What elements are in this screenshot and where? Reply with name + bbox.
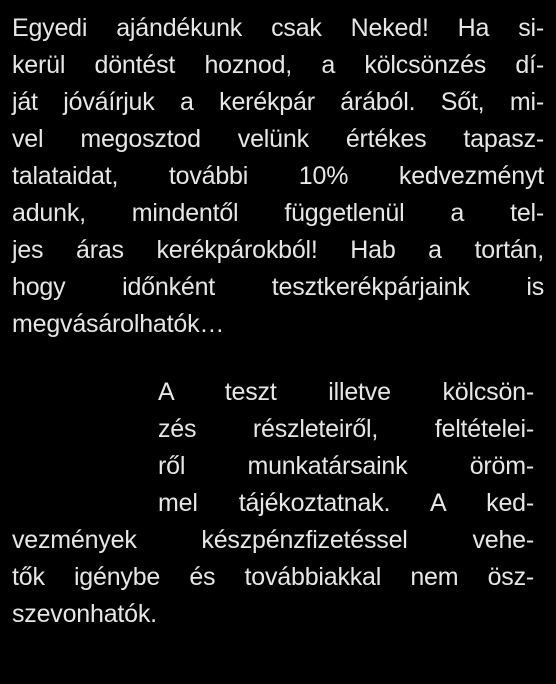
text-line: talataidat, további 10% kedvezményt: [12, 162, 544, 190]
text-line: adunk, mindentől függetlenül a tel-: [12, 199, 544, 227]
text-line: jes áras kerékpárokból! Hab a tortán,: [12, 236, 544, 264]
text-line: szevonhatók.: [12, 600, 157, 628]
text-line: megvásárolhatók…: [12, 310, 225, 338]
text-line: zés részleteiről, feltételei-: [158, 415, 534, 443]
text-line: kerül döntést hoznod, a kölcsönzés dí-: [12, 51, 544, 79]
text-line: vel megosztod velünk értékes tapasz-: [12, 125, 544, 153]
intro-paragraph: [12, 10, 544, 343]
text-line: hogy időnként tesztkerékpárjaink is: [12, 273, 544, 301]
conditions-paragraph-continued: [12, 522, 534, 633]
text-line: A teszt illetve kölcsön-: [158, 378, 534, 406]
conditions-paragraph: [158, 374, 534, 522]
text-line: vezmények készpénzfizetéssel vehe-: [12, 526, 534, 554]
text-line: Egyedi ajándékunk csak Neked! Ha si-: [12, 14, 544, 42]
text-line: mel tájékoztatnak. A ked-: [158, 489, 534, 517]
text-line: ről munkatársaink öröm-: [158, 452, 534, 480]
text-line: ját jóváírjuk a kerékpár árából. Sőt, mi-: [12, 88, 544, 116]
text-line: tők igénybe és továbbiakkal nem ösz-: [12, 563, 534, 591]
